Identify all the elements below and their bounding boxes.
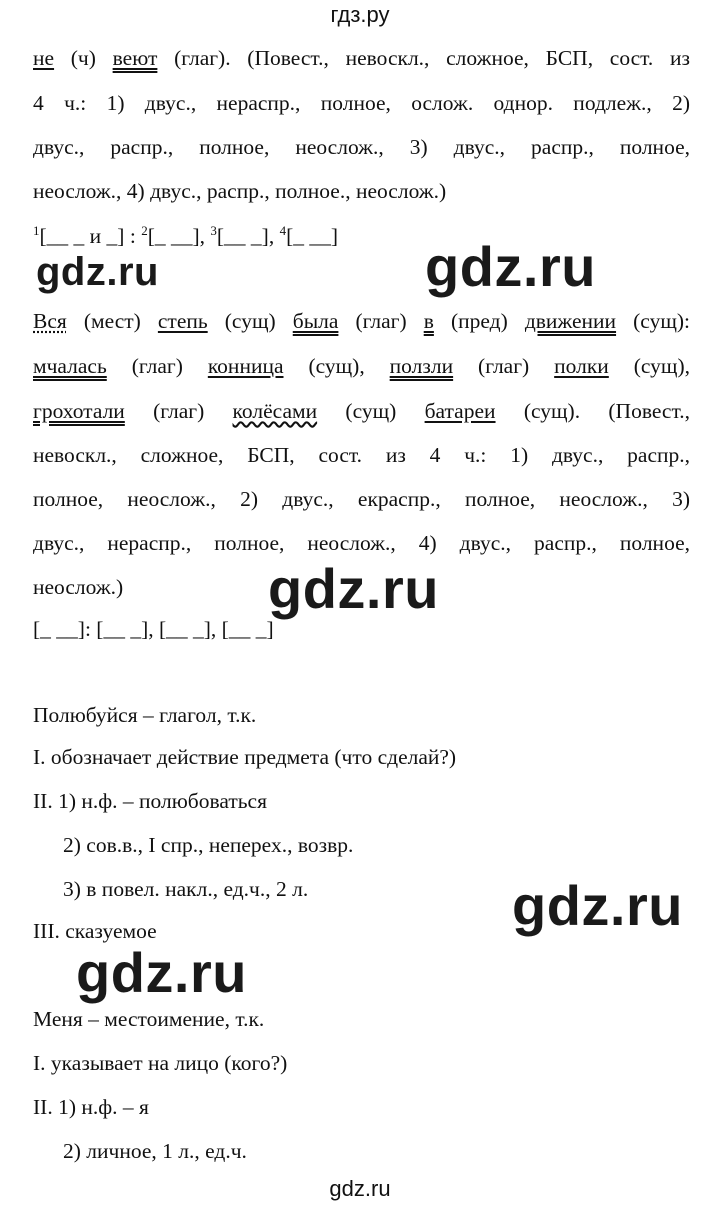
parse-line: II. 1) н.ф. – полюбоваться bbox=[33, 789, 267, 813]
watermark: gdz.ru bbox=[512, 874, 683, 937]
scheme-index: 4 bbox=[279, 223, 287, 238]
subject-word: степь bbox=[157, 309, 208, 333]
text-line bbox=[33, 43, 690, 73]
watermark: gdz.ru bbox=[76, 941, 247, 1004]
watermark: gdz.ru bbox=[425, 235, 596, 298]
adverbial-word: колёсами bbox=[232, 399, 318, 423]
text-fragment: (ч) bbox=[54, 46, 113, 70]
text-fragment: (сущ) bbox=[317, 399, 425, 423]
text-fragment: (глаг) bbox=[106, 354, 208, 378]
watermark: gdz.ru bbox=[268, 557, 439, 620]
parse-line: 2) сов.в., I спр., неперех., возвр. bbox=[63, 833, 354, 857]
text-fragment: (пред) bbox=[433, 309, 525, 333]
scheme-index: 3 bbox=[210, 223, 217, 238]
text-fragment: (глаг) bbox=[124, 399, 233, 423]
text-line bbox=[33, 306, 690, 336]
scheme-part: [_ __] bbox=[286, 224, 339, 249]
parse-line: II. 1) н.ф. – я bbox=[33, 1095, 149, 1119]
scheme-part: [_ __], bbox=[147, 224, 211, 249]
scheme-index: 2 bbox=[141, 223, 148, 238]
text-line: полное, неослож., 2) двус., екраспр., полное, неослож., 3) bbox=[33, 487, 690, 511]
text-fragment: (сущ) bbox=[207, 309, 293, 333]
predicate-word: грохотали bbox=[33, 399, 125, 423]
predicate-word: в bbox=[423, 309, 434, 333]
text-fragment: (сущ): bbox=[616, 309, 691, 333]
subject-word: батареи bbox=[424, 399, 496, 423]
text-fragment: (глаг). (Повест., невоскл., сложное, БСП, сост. из bbox=[157, 46, 691, 70]
parse-line: 3) в повел. накл., ед.ч., 2 л. bbox=[63, 877, 309, 901]
parse-line: III. сказуемое bbox=[33, 919, 157, 943]
parse-title: Полюбуйся – глагол, т.к. bbox=[33, 703, 257, 727]
site-footer: gdz.ru bbox=[329, 1176, 391, 1201]
text-fragment: (сущ), bbox=[283, 354, 390, 378]
parse-line: I. обозначает действие предмета (что сделай?) bbox=[33, 745, 457, 769]
sentence-scheme: [_ __]: [__ _], [__ _], [__ _] bbox=[33, 617, 274, 641]
subject-word: полки bbox=[554, 354, 609, 378]
scheme-part: [__ _], bbox=[216, 224, 280, 249]
text-line: 4 ч.: 1) двус., нераспр., полное, ослож. однор. подлеж., 2) bbox=[33, 91, 690, 115]
text-line bbox=[33, 351, 690, 381]
parse-line: 2) личное, 1 л., ед.ч. bbox=[63, 1139, 247, 1163]
site-header: гдз.ру bbox=[330, 2, 390, 27]
predicate-word: движении bbox=[524, 309, 617, 333]
predicate-word: была bbox=[292, 309, 339, 333]
attribute-word: Вся bbox=[33, 309, 67, 333]
parse-line: I. указывает на лицо (кого?) bbox=[33, 1051, 288, 1075]
text-line: невоскл., сложное, БСП, сост. из 4 ч.: 1) двус., распр., bbox=[33, 443, 690, 467]
text-fragment: (глаг) bbox=[338, 309, 424, 333]
subject-word: конница bbox=[207, 354, 284, 378]
text-fragment: (мест) bbox=[66, 309, 158, 333]
text-fragment: (сущ), bbox=[608, 354, 691, 378]
text-fragment: (сущ). (Повест., bbox=[495, 399, 690, 423]
text-fragment: (глаг) bbox=[453, 354, 555, 378]
scheme-part: [__ _ и _] : bbox=[39, 224, 142, 249]
watermark: gdz.ru bbox=[36, 250, 159, 294]
text-line: двус., распр., полное, неослож., 3) двус., распр., полное, bbox=[33, 135, 690, 159]
predicate-word: веют bbox=[112, 46, 158, 70]
scheme-index: 1 bbox=[33, 223, 40, 238]
subject-word: не bbox=[33, 46, 55, 70]
text-line: двус., нераспр., полное, неослож., 4) двус., распр., полное, bbox=[33, 531, 690, 555]
predicate-word: мчалась bbox=[33, 354, 107, 378]
predicate-word: ползли bbox=[389, 354, 454, 378]
text-line: неослож., 4) двус., распр., полное., неослож.) bbox=[33, 179, 447, 203]
text-line: неослож.) bbox=[33, 575, 124, 599]
text-line bbox=[33, 396, 690, 426]
parse-title: Меня – местоимение, т.к. bbox=[33, 1007, 265, 1031]
